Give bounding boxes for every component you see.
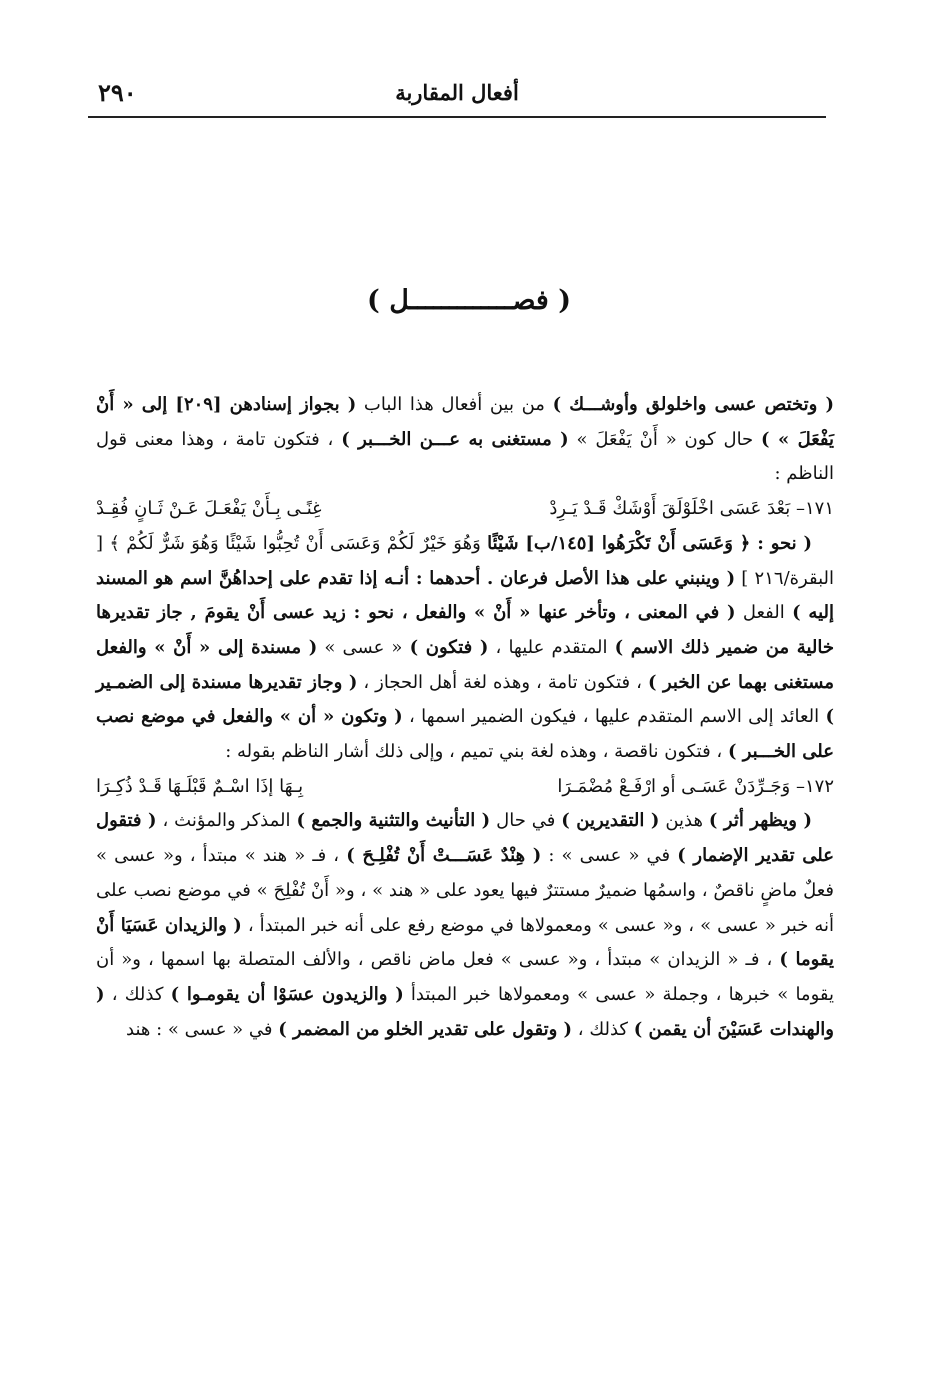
- text-run: ، فتكون ناقصة ، وهذه لغة بني تميم ، وإلى ذلك أشار الناظم بقوله :: [225, 741, 728, 763]
- text-run: ، فـ « الزيدان » مبتدأ ، و« عسى » فعل ماض ناقص ، والألف المتصلة بها اسمها ، و« أن يقوما » خبرها ، وجملة « عسى » ومعمولاها خبر المبتدأ: [96, 949, 834, 1005]
- verse-171: [96, 492, 834, 527]
- verse-hemistich-2: غِنًـى بِـأَنْ يَفْعَـلَ عَـنْ ثَـانٍ فُقِـدْ: [96, 498, 322, 520]
- paragraph-1: [96, 388, 834, 492]
- text-run: الفعل: [735, 602, 793, 624]
- text-run: هذين: [659, 810, 709, 832]
- paragraph-3: [96, 804, 834, 1047]
- bold-phrase: ( والهندات عَسَيْنَ أن يقمن ): [96, 983, 834, 1040]
- text-run: المذكر والمؤنث ،: [156, 810, 297, 832]
- text-run: ، فتكون تامة ، وهذا معنى قول الناظم :: [96, 428, 834, 485]
- running-title: أفعال المقاربة: [395, 80, 519, 105]
- bold-phrase: ( في المعنى ، وتأخر عنها « أَنْ » والفعل ، نحو : زيد عسى أَنْ يقومَ , جاز تقديرها خالية من ضمير ذلك الاسم ): [96, 602, 834, 658]
- bold-phrase: ( التأنيث والتثنية والجمع ): [296, 810, 491, 832]
- verse-hemistich-1: [549, 492, 834, 527]
- bold-phrase: ( بجواز إسنادهن [٢٠٩] إلى « أَنْ يَفْعَلَ » ): [96, 394, 835, 450]
- verse-172: [96, 770, 834, 805]
- text-run: كذلك ،: [572, 1018, 634, 1040]
- page-number: ٢٩٠: [98, 78, 137, 107]
- bold-phrase: ( وجاز تقديرها مسندة إلى الضمـير ): [96, 671, 834, 728]
- bold-phrase: ( والزيدون عسَوْا أن يقومـوا ): [170, 983, 404, 1005]
- text-run: في « عسى » : هند: [126, 1018, 279, 1040]
- verse-hemistich-2: بِـهَا إذَا اسْـمٌ قَبْلَـهَا قَـدْ ذُكِـرَا: [96, 775, 304, 797]
- bold-phrase: ( مستغنى به عـــن الخـــبر ): [341, 428, 569, 450]
- bold-phrase: ( هِنْدٌ عَسَـــتْ أَنْ تُفْلِـحَ ): [346, 845, 542, 867]
- bold-phrase: ( وينبني على هذا الأصل فرعان . أحدهما : أنـه إذا تقدم على إحداهُنَّ اسم هو المسند إليه ): [96, 567, 834, 624]
- verse-number: ١٧٢–: [795, 775, 834, 797]
- hemistich-text: وَجَـرِّدَنْ عَسَـى أو ارْفَـعْ مُضْمَـرَا: [557, 775, 791, 797]
- text-run: كذلك ،: [104, 983, 171, 1005]
- text-run: العائد إلى الاسم المتقدم عليها ، فيكون الضمير اسمها ،: [402, 706, 826, 728]
- bold-phrase: ( نحو : ﴿ وَعَسَى أَنْ تَكْرَهُوا [١٤٥/ب] شَيْئًا: [487, 532, 812, 554]
- bold-phrase: ( وتقول على تقدير الخلو من المضمر ): [278, 1018, 573, 1040]
- body-text: [96, 388, 834, 1047]
- verse-number: ١٧١–: [795, 498, 834, 520]
- bold-phrase: ( فتقول على تقدير الإضمار ): [96, 810, 834, 867]
- paragraph-2: [96, 527, 834, 770]
- text-run: ، فـ « هند » مبتدأ ، و« عسى » فعلٌ ماضٍ ناقصٌ ، واسمُها ضميرٌ مستترٌ فيها يعود على « هند » ، و« أَنْ تُفْلِحَ » في موضع نصب على أنه خبر « عسى » ، و« عسى » ومعمولاها في موضع رفع على أنه خبر المبتدأ ،: [96, 845, 834, 936]
- text-run: « عسى »: [317, 636, 410, 658]
- page-header: [88, 78, 826, 118]
- bold-phrase: ( مسندة إلى « أَنْ » والفعل مستغنى بهما عن الخبر ): [96, 636, 834, 693]
- text-run: حال كون « أَنْ يَفْعَلَ »: [568, 428, 762, 450]
- bold-phrase: ( فتكون ): [409, 636, 489, 658]
- text-run: ، فتكون تامة ، وهذه لغة أهل الحجاز ،: [357, 671, 648, 693]
- bold-phrase: ( وتكون « أن » والفعل في موضع نصب على الخـــبر ): [96, 706, 834, 763]
- verse-hemistich-1: [557, 770, 834, 805]
- text-run: في « عسى » :: [541, 845, 678, 867]
- section-title: ( فصـــــــــــــل ): [367, 285, 571, 316]
- hemistich-text: بَعْدَ عَسَى اخْلَوْلَقَ أَوْشَكْ قَـدْ يَـرِدْ: [549, 498, 791, 520]
- bold-phrase: ( التقديرين ): [561, 810, 660, 832]
- text-run: وَهُوَ خَيْرٌ لَكُمْ وَعَسَى أَنْ تُحِبُّوا شَيْئًا وَهُوَ شَرٌّ لَكُمْ ﴾ [ البقرة/٢١٦ ]: [96, 532, 835, 589]
- bold-phrase: ( ويظهر أثر ): [708, 810, 812, 832]
- bold-phrase: ( وتختص عسى واخلولق وأوشـــك ): [552, 394, 834, 415]
- bold-phrase: ( والزيدان عَسَيَا أَنْ يقوما ): [96, 914, 834, 971]
- text-run: في حال: [490, 810, 562, 832]
- text-run: المتقدم عليها ،: [488, 636, 615, 658]
- text-run: من بين أفعال هذا الباب: [356, 394, 553, 415]
